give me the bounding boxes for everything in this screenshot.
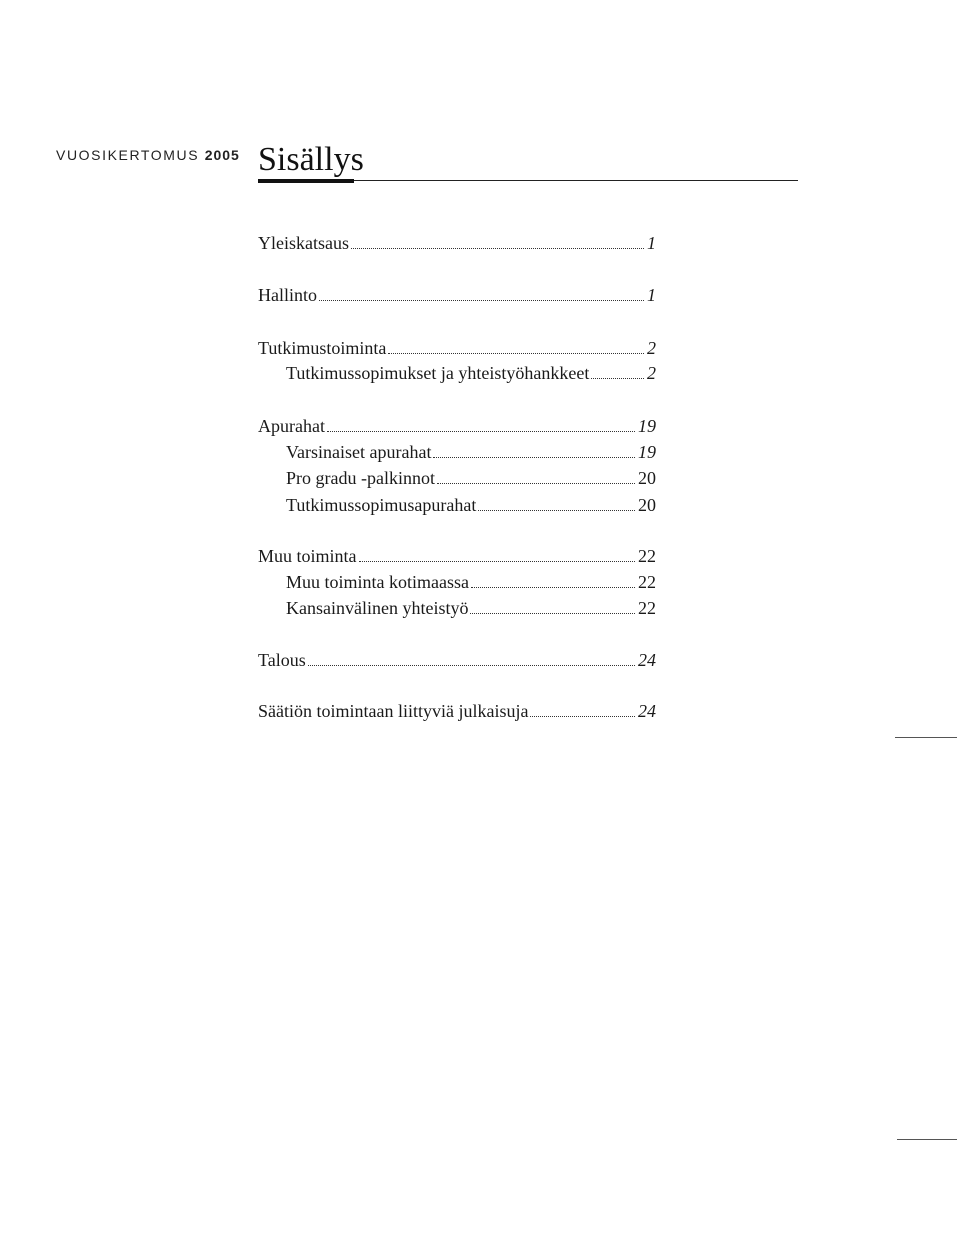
toc-entry-page: 19 xyxy=(638,442,656,462)
toc-entry-label: Muu toiminta xyxy=(258,546,357,566)
toc-entry-page: 1 xyxy=(647,233,656,253)
toc-entry-page: 22 xyxy=(638,598,656,618)
toc-entry-page: 2 xyxy=(647,363,656,383)
toc-leader-dots xyxy=(470,613,635,614)
toc-leader-dots xyxy=(319,300,644,301)
report-label xyxy=(56,147,240,163)
toc-entry[interactable] xyxy=(286,467,656,489)
toc-entry-label: Kansainvälinen yhteistyö xyxy=(286,598,469,618)
toc-leader-dots xyxy=(471,587,635,588)
report-name: VUOSIKERTOMUS xyxy=(56,147,200,163)
toc-leader-dots xyxy=(530,716,635,717)
toc-entry-label: Talous xyxy=(258,650,306,670)
toc-entry[interactable] xyxy=(286,494,656,516)
toc-entry-label: Säätiön toimintaan liittyviä julkaisuja xyxy=(258,701,529,721)
toc-entry-label: Pro gradu -palkinnot xyxy=(286,468,435,488)
scan-artifact-line xyxy=(897,1139,957,1140)
toc-entry-label: Tutkimustoiminta xyxy=(258,338,387,358)
toc-entry-page: 22 xyxy=(638,546,656,566)
toc-entry-label: Varsinaiset apurahat xyxy=(286,442,432,462)
toc-entry-label: Hallinto xyxy=(258,285,317,305)
toc-entry[interactable] xyxy=(258,284,656,306)
toc-entry-page: 2 xyxy=(647,338,656,358)
toc-entry[interactable] xyxy=(286,597,656,619)
toc-leader-dots xyxy=(351,248,644,249)
toc-entry[interactable] xyxy=(258,700,656,722)
toc-entry-label: Yleiskatsaus xyxy=(258,233,349,253)
toc-entry[interactable] xyxy=(258,545,656,567)
toc-entry-label: Tutkimussopimukset ja yhteistyöhankkeet xyxy=(286,363,590,383)
toc-entry-page: 22 xyxy=(638,572,656,592)
toc-entry-page: 19 xyxy=(638,416,656,436)
title-rule-accent xyxy=(258,179,354,183)
page-title: Sisällys xyxy=(258,141,364,178)
toc-leader-dots xyxy=(591,378,644,379)
toc-leader-dots xyxy=(359,561,636,562)
report-year: 2005 xyxy=(204,147,240,163)
toc-entry[interactable] xyxy=(258,649,656,671)
toc-entry-label: Tutkimussopimusapurahat xyxy=(286,495,477,515)
toc-entry-page: 20 xyxy=(638,468,656,488)
toc-leader-dots xyxy=(478,510,635,511)
toc-entry[interactable] xyxy=(286,441,656,463)
toc-entry-page: 1 xyxy=(647,285,656,305)
toc-entry[interactable] xyxy=(286,362,656,384)
toc-entry-label: Apurahat xyxy=(258,416,325,436)
scan-artifact-line xyxy=(895,737,957,738)
toc-leader-dots xyxy=(388,353,644,354)
toc-entry-page: 24 xyxy=(638,650,656,670)
toc-leader-dots xyxy=(327,431,635,432)
toc-leader-dots xyxy=(437,483,635,484)
toc-entry[interactable] xyxy=(286,571,656,593)
toc-entry-label: Muu toiminta kotimaassa xyxy=(286,572,469,592)
toc-entry-page: 20 xyxy=(638,495,656,515)
toc-leader-dots xyxy=(433,457,635,458)
toc-entry[interactable] xyxy=(258,337,656,359)
toc-leader-dots xyxy=(308,665,635,666)
toc-entry-page: 24 xyxy=(638,701,656,721)
toc-entry[interactable] xyxy=(258,232,656,254)
toc-entry[interactable] xyxy=(258,415,656,437)
